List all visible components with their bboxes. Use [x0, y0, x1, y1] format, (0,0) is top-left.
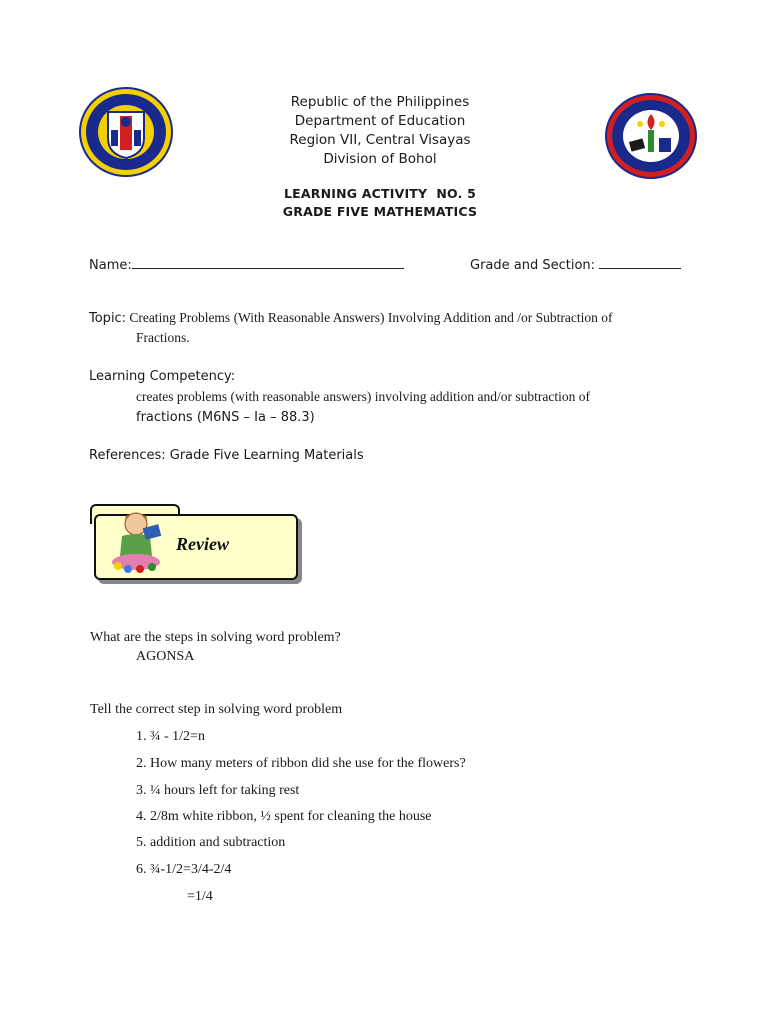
- list-item: 1. ¾ - 1/2=n: [136, 729, 205, 744]
- references-text: References: Grade Five Learning Materials: [89, 448, 364, 463]
- instruction-text: Tell the correct step in solving word problem: [90, 702, 343, 717]
- grade-section-field[interactable]: [470, 256, 681, 273]
- topic-label: Topic:: [89, 311, 127, 326]
- name-label: Name:: [89, 258, 132, 273]
- header-region: Region VII, Central Visayas: [289, 132, 471, 148]
- child-reading-icon: [106, 506, 172, 576]
- deped-division-bohol-seal-icon: [604, 92, 698, 180]
- list-item: 2. How many meters of ribbon did she use for the flowers?: [136, 756, 466, 771]
- header-division: Division of Bohol: [323, 151, 437, 167]
- topic-text-line2: Fractions.: [136, 330, 190, 345]
- competency-line1: creates problems (with reasonable answers) involving addition and/or subtraction of: [136, 389, 590, 404]
- list-item: 4. 2/8m white ribbon, ½ spent for cleaning the house: [136, 809, 432, 824]
- republic-deped-seal-icon: [78, 86, 174, 178]
- header-department: Department of Education: [294, 113, 466, 129]
- list-item-continuation: =1/4: [187, 889, 213, 904]
- topic-block: [89, 308, 709, 329]
- list-item: 3. ¼ hours left for taking rest: [136, 783, 300, 798]
- question-answer: AGONSA: [136, 649, 195, 664]
- activity-title: LEARNING ACTIVITY NO. 5: [283, 186, 477, 201]
- header-republic: Republic of the Philippines: [290, 94, 470, 110]
- list-item: 5. addition and subtraction: [136, 835, 286, 850]
- review-label: Review: [176, 534, 229, 554]
- grade-section-label: Grade and Section:: [470, 258, 596, 273]
- question-text: What are the steps in solving word problem?: [90, 630, 341, 645]
- competency-label: Learning Competency:: [89, 369, 236, 384]
- activity-subtitle: GRADE FIVE MATHEMATICS: [282, 204, 478, 219]
- competency-line2: fractions (M6NS – Ia – 88.3): [136, 410, 315, 425]
- name-field[interactable]: [89, 256, 404, 273]
- topic-text-line1: Creating Problems (With Reasonable Answers) Involving Addition and /or Subtraction of: [129, 310, 613, 325]
- grade-section-blank-line[interactable]: [599, 256, 681, 269]
- list-item: 6. ¾-1/2=3/4-2/4: [136, 862, 232, 877]
- name-blank-line[interactable]: [132, 256, 404, 269]
